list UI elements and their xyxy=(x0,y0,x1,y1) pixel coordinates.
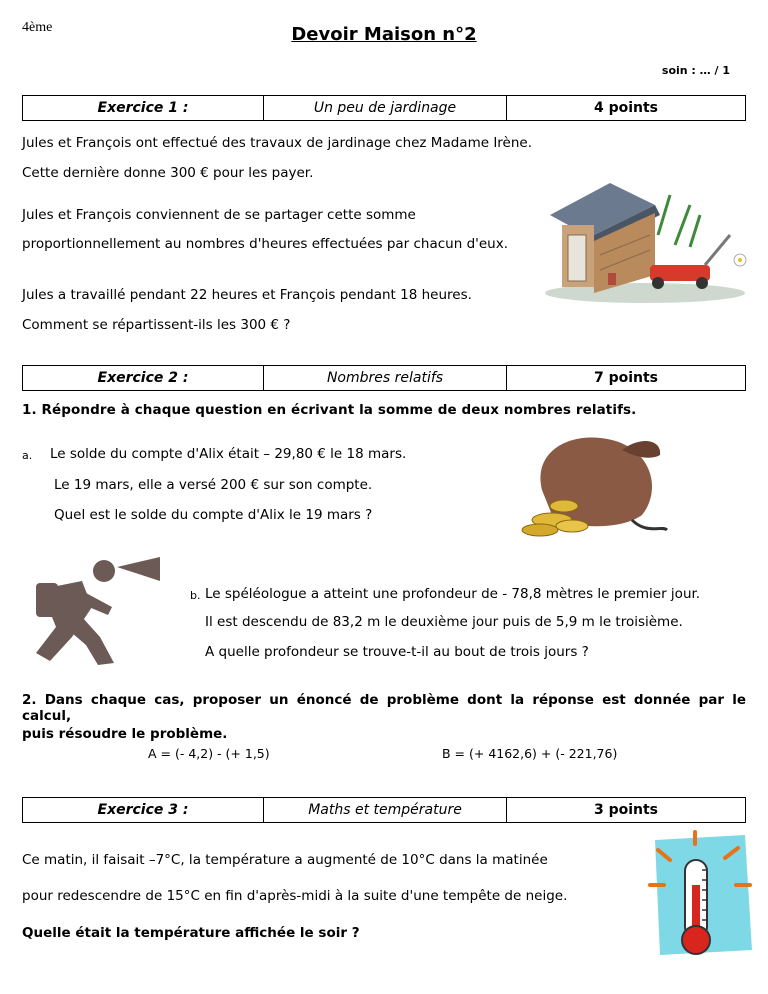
exercise-2-points: 7 points xyxy=(507,366,746,391)
item-b-marker: b. xyxy=(190,589,201,602)
garden-shed-illustration xyxy=(540,175,755,305)
exercise-2-label: Exercice 2 : xyxy=(23,366,264,391)
thermometer-illustration xyxy=(640,830,760,960)
exercise-1-topic: Un peu de jardinage xyxy=(264,96,507,121)
ex2-question-2 xyxy=(22,692,746,742)
item-a-marker: a. xyxy=(22,449,33,462)
ex2-a-line: Le solde du compte d'Alix était – 29,80 € le 18 mars. xyxy=(50,446,407,462)
page-title: Devoir Maison n°2 xyxy=(291,24,477,45)
exercise-3-label: Exercice 3 : xyxy=(23,798,264,823)
ex2-question-2-line: 2. Dans chaque cas, proposer un énoncé de problème dont la réponse est donnée par le calcul, xyxy=(22,692,746,724)
ex1-line: Jules a travaillé pendant 22 heures et François pendant 18 heures. xyxy=(22,287,472,303)
grade-label: 4ème xyxy=(22,20,53,35)
ex3-question: Quelle était la température affichée le soir ? xyxy=(22,925,360,941)
exercise-1-points: 4 points xyxy=(507,96,746,121)
ex1-line: Jules et François ont effectué des travaux de jardinage chez Madame Irène. xyxy=(22,135,533,151)
ex2-b-line: Il est descendu de 83,2 m le deuxième jour puis de 5,9 m le troisième. xyxy=(205,614,683,630)
exercise-3-topic: Maths et température xyxy=(264,798,507,823)
ex2-a-line: Le 19 mars, elle a versé 200 € sur son compte. xyxy=(54,477,373,493)
exercise-3-header xyxy=(22,797,746,823)
ex1-line: proportionnellement au nombres d'heures effectuées par chacun d'eux. xyxy=(22,236,509,252)
ex3-line: pour redescendre de 15°C en fin d'après-midi à la suite d'une tempête de neige. xyxy=(22,888,568,904)
exercise-2-header xyxy=(22,365,746,391)
ex3-line: Ce matin, il faisait –7°C, la température a augmenté de 10°C dans la matinée xyxy=(22,852,548,868)
ex1-line: Cette dernière donne 300 € pour les payer. xyxy=(22,165,314,181)
exercise-3-points: 3 points xyxy=(507,798,746,823)
exercise-1-label: Exercice 1 : xyxy=(23,96,264,121)
ex1-line: Comment se répartissent-ils les 300 € ? xyxy=(22,317,291,333)
calculation-a: A = (- 4,2) - (+ 1,5) xyxy=(148,746,270,761)
calculation-b: B = (+ 4162,6) + (- 221,76) xyxy=(442,746,618,761)
ex2-b-line: Le spéléologue a atteint une profondeur de - 78,8 mètres le premier jour. xyxy=(205,586,701,602)
exercise-1-header xyxy=(22,95,746,121)
soin-score: soin : … / 1 xyxy=(661,64,730,77)
exercise-2-topic: Nombres relatifs xyxy=(264,366,507,391)
ex2-question-1: 1. Répondre à chaque question en écrivant la somme de deux nombres relatifs. xyxy=(22,402,637,418)
ex1-line: Jules et François conviennent de se partager cette somme xyxy=(22,207,416,223)
ex2-b-line: A quelle profondeur se trouve-t-il au bout de trois jours ? xyxy=(205,644,589,660)
ex2-a-line: Quel est le solde du compte d'Alix le 19 mars ? xyxy=(54,507,373,523)
ex2-question-2-line: puis résoudre le problème. xyxy=(22,726,228,742)
money-bag-illustration xyxy=(512,430,672,545)
speleologist-icon xyxy=(22,557,162,665)
